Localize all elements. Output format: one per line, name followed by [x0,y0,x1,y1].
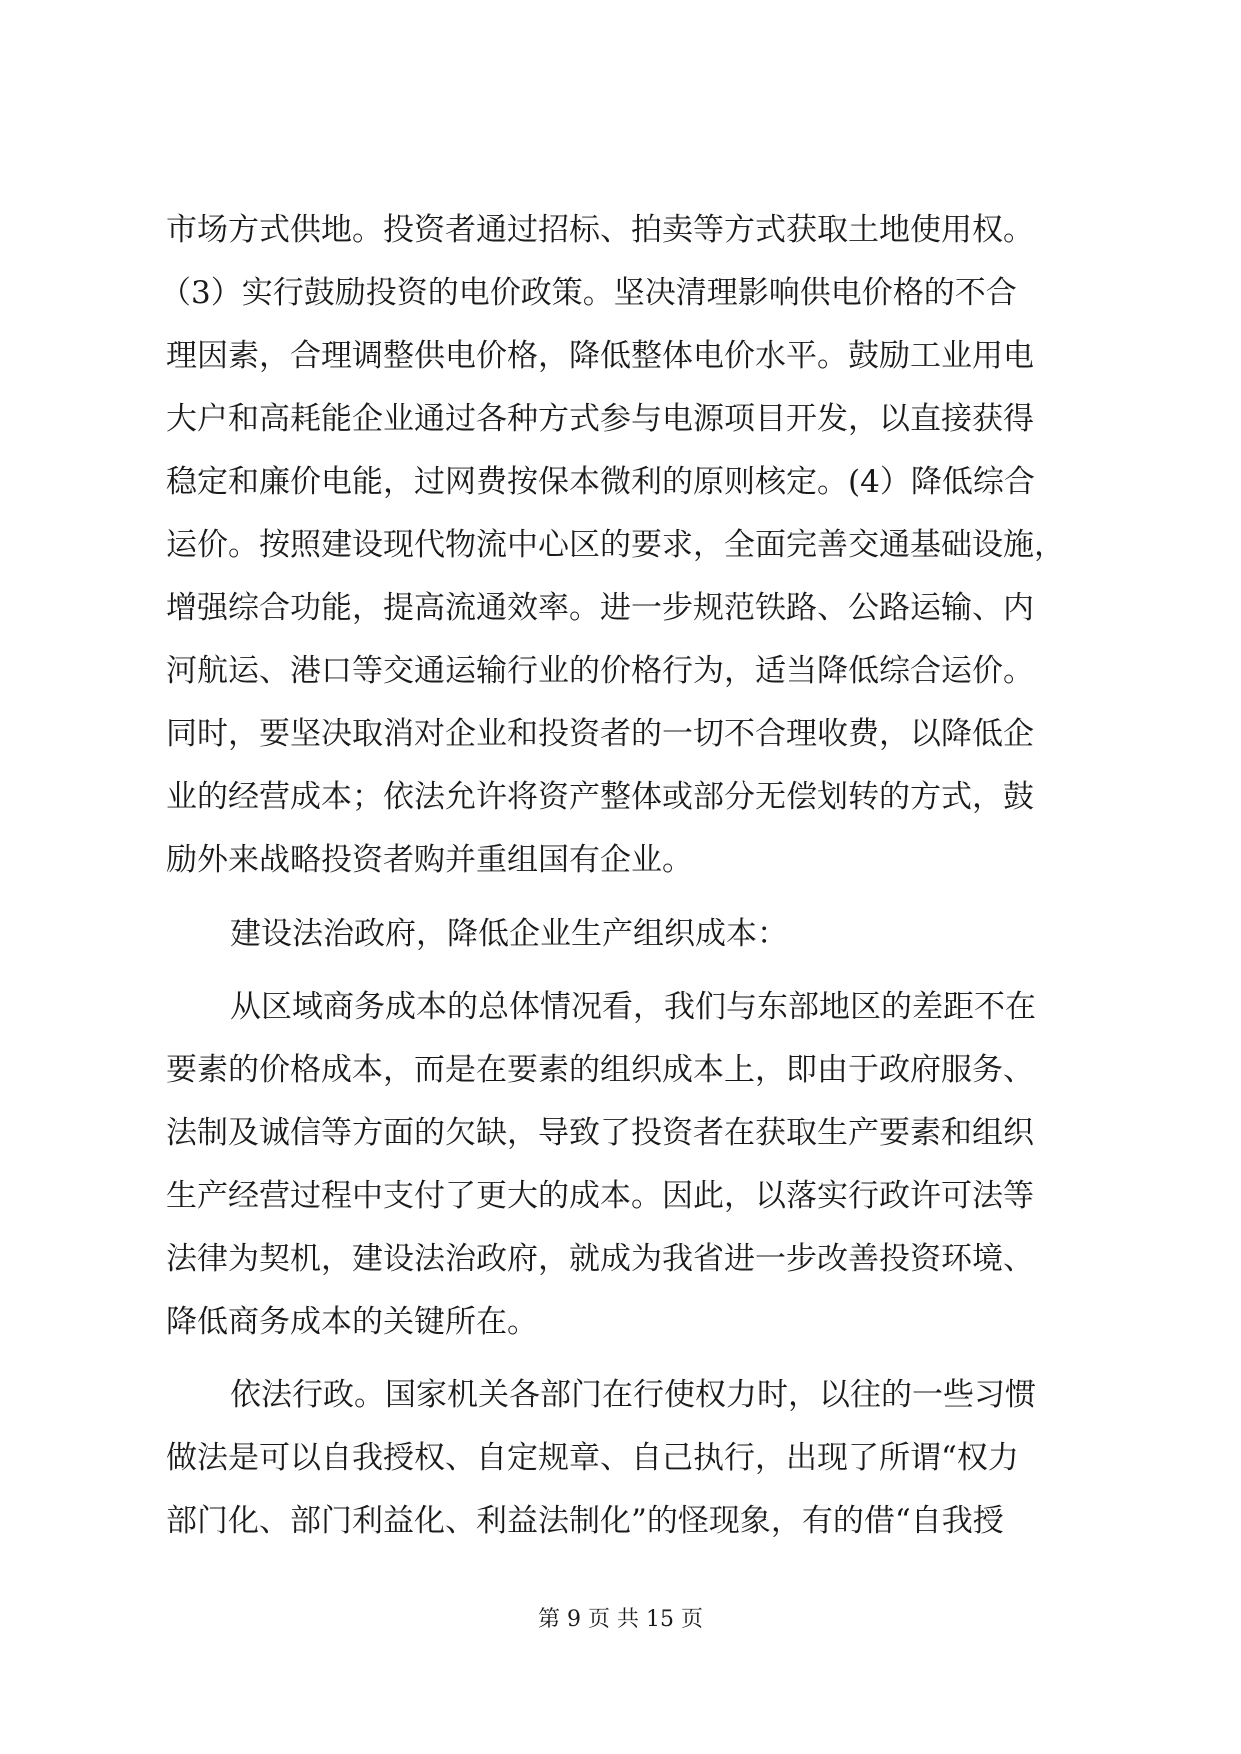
page-number: 第 9 页 共 15 页 [538,1607,703,1632]
text-line: 法制及诚信等方面的欠缺，导致了投资者在获取生产要素和组织 [166,1115,1034,1151]
text-line: 依法行政。国家机关各部门在行使权力时，以往的一些习惯 [230,1377,1036,1413]
text-line: 运价。按照建设现代物流中心区的要求，全面完善交通基础设施， [166,527,1065,563]
text-line: 励外来战略投资者购并重组国有企业。 [166,842,693,878]
text-line: （3）实行鼓励投资的电价政策。坚决清理影响供电价格的不合 [160,275,1017,311]
text-line: 从区域商务成本的总体情况看，我们与东部地区的差距不在 [230,989,1036,1025]
text-line: 做法是可以自我授权、自定规章、自己执行，出现了所谓“权力 [166,1440,1019,1476]
text-line: 稳定和廉价电能，过网费按保本微利的原则核定。(4）降低综合 [166,464,1035,500]
text-line: 市场方式供地。投资者通过招标、拍卖等方式获取土地使用权。 [166,212,1034,248]
text-line: 增强综合功能，提高流通效率。进一步规范铁路、公路运输、内 [166,590,1034,626]
text-line: 大户和高耗能企业通过各种方式参与电源项目开发，以直接获得 [166,401,1034,437]
text-line: 生产经营过程中支付了更大的成本。因此，以落实行政许可法等 [166,1178,1034,1214]
text-line: 降低商务成本的关键所在。 [166,1304,538,1340]
text-line: 同时，要坚决取消对企业和投资者的一切不合理收费，以降低企 [166,716,1034,752]
text-line: 河航运、港口等交通运输行业的价格行为，适当降低综合运价。 [166,653,1034,689]
text-line: 部门化、部门利益化、利益法制化”的怪现象，有的借“自我授 [166,1503,1004,1539]
text-line: 要素的价格成本，而是在要素的组织成本上，即由于政府服务、 [166,1052,1034,1088]
text-line: 法律为契机，建设法治政府，就成为我省进一步改善投资环境、 [166,1241,1034,1277]
text-line: 理因素，合理调整供电价格，降低整体电价水平。鼓励工业用电 [166,338,1034,374]
section-heading: 建设法治政府，降低企业生产组织成本： [230,916,788,952]
text-line: 业的经营成本；依法允许将资产整体或部分无偿划转的方式，鼓 [166,779,1034,815]
